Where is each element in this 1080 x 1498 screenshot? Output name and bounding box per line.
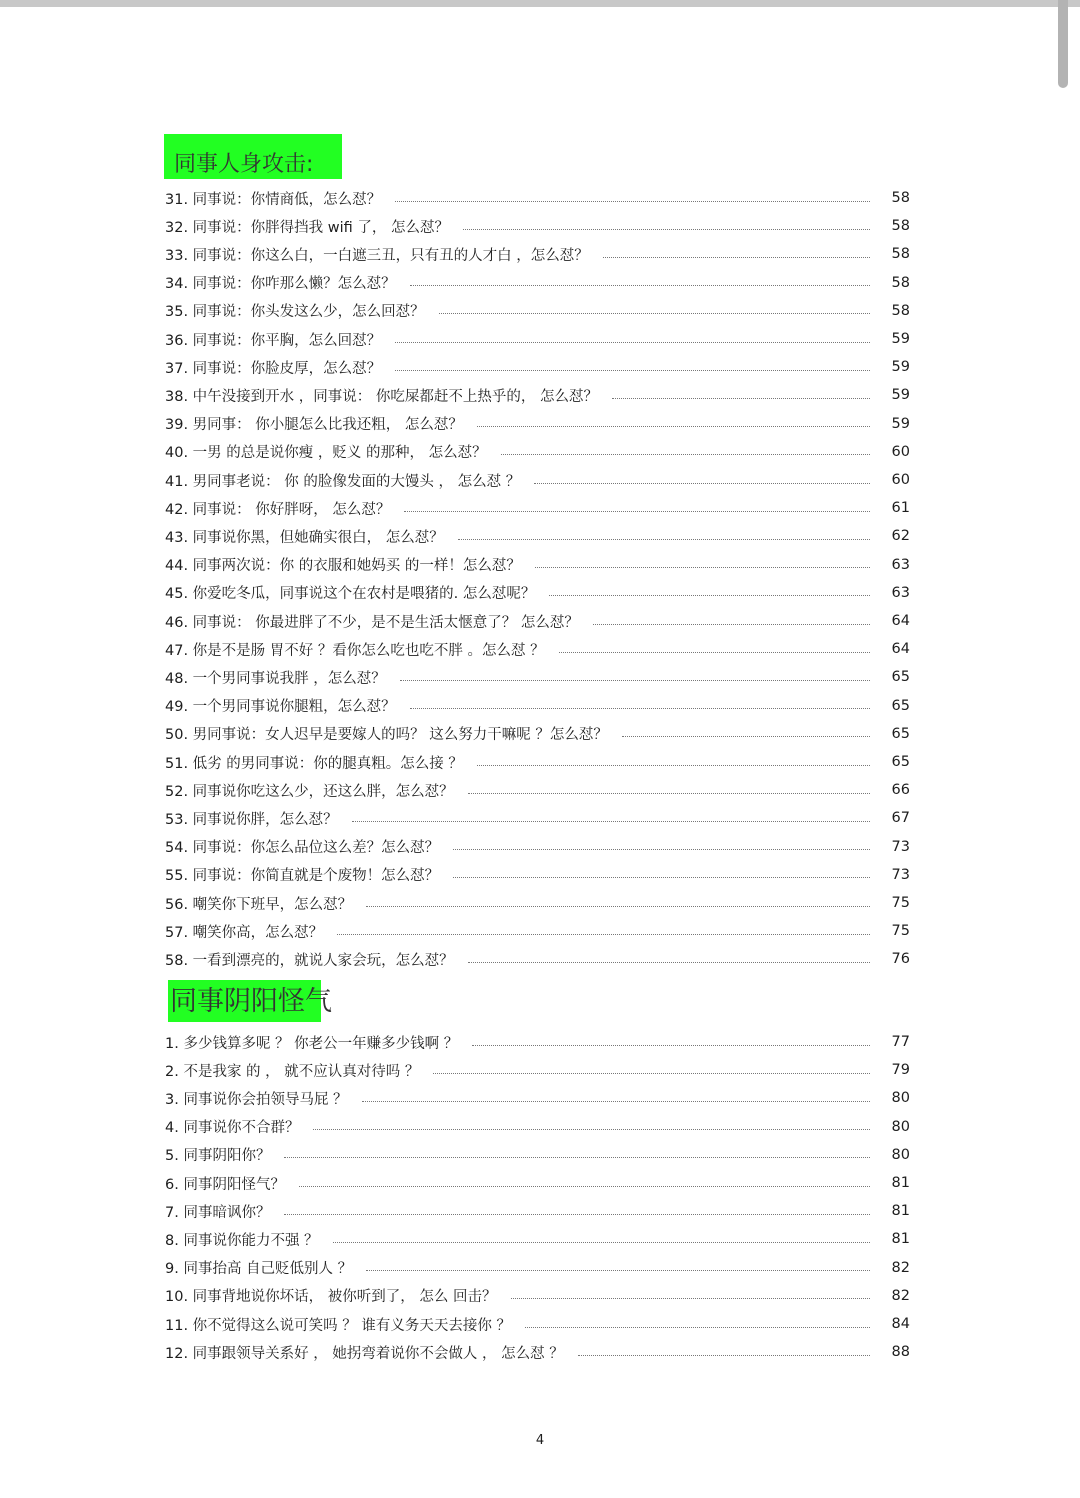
dot-leader: [395, 201, 870, 202]
toc-entry[interactable]: [165, 722, 910, 746]
toc-entry[interactable]: [165, 637, 910, 661]
toc-entry[interactable]: [165, 299, 910, 323]
toc-entry-title: 12. 同事跟领导关系好 ， 她拐弯着说你不会做人 ， 怎么怼 ？: [165, 1345, 564, 1362]
toc-entry-title: 10. 同事背地说你坏话， 被你听到了， 怎么 回击？: [165, 1289, 497, 1306]
toc-entry-title: 56. 嘲笑你下班早，怎么怼？: [165, 896, 353, 913]
toc-entry-page: 81: [891, 1203, 910, 1220]
toc-entry-page: 88: [891, 1344, 910, 1361]
toc-entry-page: 73: [891, 838, 910, 855]
toc-entry[interactable]: [165, 806, 910, 830]
dot-leader: [337, 934, 870, 935]
toc-entry-title: 54. 同事说：你怎么品位这么差？怎么怼？: [165, 840, 440, 857]
toc-entry-title: 39. 男同事： 你小腿怎么比我还粗， 怎么怼？: [165, 417, 463, 434]
dot-leader: [404, 511, 870, 512]
dot-leader: [313, 1129, 870, 1130]
dot-leader: [463, 229, 870, 230]
dot-leader: [362, 1101, 870, 1102]
toc-entry-page: 75: [891, 895, 910, 911]
dot-leader: [439, 313, 870, 314]
dot-leader: [477, 765, 870, 766]
toc-entry-title: 41. 男同事老说： 你 的脸像发面的大馒头 ， 怎么怼 ？: [165, 473, 521, 490]
toc-entry[interactable]: [165, 609, 910, 633]
toc-entry-title: 49. 一个男同事说你腿粗，怎么怼？: [165, 699, 396, 716]
toc-entry-title: 52. 同事说你吃这么少，还这么胖，怎么怼？: [165, 783, 454, 800]
toc-entry-title: 48. 一个男同事说我胖 ，怎么怼？: [165, 670, 386, 687]
toc-entry-page: 65: [891, 697, 910, 714]
toc-entry-page: 65: [891, 669, 910, 686]
toc-entry[interactable]: [165, 553, 910, 577]
toc-entry[interactable]: [165, 524, 910, 548]
dot-leader: [534, 483, 870, 484]
dot-leader: [395, 342, 870, 343]
toc-entry-title: 57. 嘲笑你高，怎么怼？: [165, 924, 324, 941]
toc-entry-title: 34. 同事说：你咋那么懒？怎么怼？: [165, 276, 396, 293]
toc-entry-page: 58: [891, 274, 910, 291]
toc-entry[interactable]: [165, 1143, 910, 1167]
toc-entry-title: 11. 你不觉得这么说可笑吗 ？ 谁有义务天天去接你 ？: [165, 1317, 511, 1334]
dot-leader: [366, 1270, 870, 1271]
toc-entry[interactable]: [165, 271, 910, 295]
toc-entry[interactable]: [165, 1256, 910, 1280]
toc-entry-title: 51. 低劣 的男同事说：你的腿真粗。怎么接 ？: [165, 755, 463, 772]
scrollbar-thumb[interactable]: [1058, 0, 1068, 88]
toc-entry-page: 80: [891, 1146, 910, 1163]
toc-entry-title: 2. 不是我家 的 ， 就不应认真对待吗 ？: [165, 1063, 420, 1080]
dot-leader: [458, 539, 870, 540]
toc-entry-page: 58: [891, 190, 910, 206]
toc-entry-title: 5. 同事阴阳你？: [165, 1148, 271, 1165]
dot-leader: [578, 1355, 870, 1356]
toc-entry-page: 63: [891, 584, 910, 601]
toc-entry[interactable]: [165, 1115, 910, 1139]
toc-entry-page: 59: [891, 359, 910, 376]
toc-entry-title: 33. 同事说：你这么白，一白遮三丑，只有丑的人才白 ，怎么怼？: [165, 247, 589, 264]
toc-entry-title: 38. 中午没接到开水 ，同事说： 你吃屎都赶不上热乎的， 怎么怼？: [165, 388, 598, 405]
toc-entry-page: 64: [891, 641, 910, 658]
dot-leader: [352, 821, 870, 822]
toc-entry[interactable]: [165, 891, 910, 915]
toc-entry-page: 79: [891, 1062, 910, 1079]
toc-entry-title: 50. 男同事说：女人迟早是要嫁人的吗？ 这么努力干嘛呢 ？怎么怼？: [165, 727, 608, 744]
toc-entry-page: 65: [891, 754, 910, 770]
toc-entry-page: 65: [891, 725, 910, 742]
dot-leader: [468, 962, 870, 963]
toc-entry[interactable]: [165, 947, 910, 971]
toc-entry-page: 59: [891, 387, 910, 404]
toc-entry-page: 58: [891, 302, 910, 319]
dot-leader: [395, 370, 870, 371]
toc-entry-page: 62: [891, 528, 910, 545]
toc-entry-page: 59: [891, 415, 910, 432]
toc-entry-page: 75: [891, 923, 910, 940]
toc-entry-page: 81: [891, 1231, 910, 1248]
dot-leader: [593, 624, 870, 625]
dot-leader: [525, 1327, 870, 1328]
toc-entry-page: 66: [891, 782, 910, 799]
toc-entry[interactable]: [165, 863, 910, 887]
toc-entry-title: 35. 同事说：你头发这么少，怎么回怼？: [165, 304, 425, 321]
toc-entry[interactable]: [165, 242, 910, 266]
toc-entry-page: 63: [891, 556, 910, 573]
dot-leader: [410, 285, 870, 286]
toc-entry-page: 82: [891, 1287, 910, 1304]
dot-leader: [410, 708, 870, 709]
toc-entry[interactable]: [165, 1086, 910, 1110]
dot-leader: [453, 849, 870, 850]
toc-entry[interactable]: [165, 581, 910, 605]
toc-entry[interactable]: [165, 1340, 910, 1364]
toc-entry-title: 4. 同事说你不合群？: [165, 1120, 300, 1137]
dot-leader: [400, 680, 870, 681]
toc-entry-title: 46. 同事说： 你最进胖了不少，是不是生活太惬意了？ 怎么怼？: [165, 614, 579, 631]
dot-leader: [549, 595, 870, 596]
toc-entry-title: 1. 多少钱算多呢 ？ 你老公一年赚多少钱啊 ？: [165, 1035, 459, 1052]
toc-entry-page: 58: [891, 218, 910, 235]
toc-entry-page: 81: [891, 1175, 910, 1191]
toc-entry-page: 61: [891, 500, 910, 517]
toc-entry-page: 76: [891, 951, 910, 968]
toc-entry[interactable]: [165, 412, 910, 436]
toc-entry-page: 59: [891, 331, 910, 347]
toc-entry[interactable]: [165, 214, 910, 238]
dot-leader: [433, 1073, 870, 1074]
dot-leader: [622, 736, 870, 737]
dot-leader: [559, 652, 870, 653]
toc-entry-title: 8. 同事说你能力不强 ？: [165, 1232, 319, 1249]
dot-leader: [535, 567, 870, 568]
toc-entry[interactable]: [165, 1199, 910, 1223]
dot-leader: [603, 257, 870, 258]
section-title-personal-attacks: 同事人身攻击:: [164, 134, 342, 179]
top-border: [0, 0, 1080, 7]
toc-entry-title: 58. 一看到漂亮的，就说人家会玩，怎么怼？: [165, 952, 454, 969]
toc-entry-page: 80: [891, 1090, 910, 1107]
toc-entry-title: 6. 同事阴阳怪气？: [165, 1176, 285, 1193]
dot-leader: [453, 877, 870, 878]
dot-leader: [284, 1214, 870, 1215]
toc-entry[interactable]: [165, 1030, 910, 1054]
dot-leader: [612, 398, 870, 399]
toc-entry[interactable]: [165, 468, 910, 492]
toc-entry[interactable]: [165, 665, 910, 689]
toc-entry[interactable]: [165, 186, 910, 210]
dot-leader: [477, 426, 870, 427]
toc-entry[interactable]: [165, 1227, 910, 1251]
toc-entry-page: 60: [891, 472, 910, 488]
dot-leader: [468, 793, 870, 794]
toc-entry-title: 7. 同事暗讽你？: [165, 1204, 271, 1221]
toc-entry[interactable]: [165, 1171, 910, 1195]
toc-entry[interactable]: [165, 835, 910, 859]
dot-leader: [511, 1298, 871, 1299]
toc-entry-title: 44. 同事两次说：你 的衣服和她妈买 的一样！怎么怼？: [165, 558, 521, 575]
toc-entry-title: 53. 同事说你胖，怎么怼？: [165, 811, 338, 828]
toc-entry-title: 31. 同事说：你情商低，怎么怼？: [165, 191, 382, 208]
toc-entry-page: 84: [891, 1316, 910, 1332]
toc-entry-title: 36. 同事说：你平胸，怎么回怼？: [165, 332, 382, 349]
toc-entry-title: 32. 同事说：你胖得挡我 wifi 了， 怎么怼？: [165, 219, 450, 236]
toc-entry[interactable]: [165, 440, 910, 464]
toc-entry-title: 47. 你是不是肠 胃不好 ？看你怎么吃也吃不胖 。怎么怼 ？: [165, 642, 545, 659]
toc-entry[interactable]: [165, 383, 910, 407]
toc-entry-page: 67: [891, 810, 910, 827]
dot-leader: [501, 454, 870, 455]
toc-entry[interactable]: [165, 496, 910, 520]
toc-entry-title: 40. 一男 的总是说你瘦 ，贬义 的那种， 怎么怼？: [165, 445, 487, 462]
toc-entry-title: 9. 同事抬高 自己贬低别人 ？: [165, 1261, 353, 1278]
toc-entry-title: 42. 同事说： 你好胖呀， 怎么怼？: [165, 501, 391, 518]
toc-entry-title: 37. 同事说：你脸皮厚，怎么怼？: [165, 360, 382, 377]
dot-leader: [333, 1242, 870, 1243]
toc-entry-title: 45. 你爱吃冬瓜，同事说这个在农村是喂猪的. 怎么怼呢？: [165, 586, 536, 603]
toc-entry-page: 64: [891, 613, 910, 629]
toc-entry-title: 55. 同事说：你简直就是个废物！怎么怼？: [165, 868, 440, 885]
toc-entry-page: 80: [891, 1118, 910, 1135]
toc-entry-page: 58: [891, 246, 910, 263]
toc-entry[interactable]: [165, 919, 910, 943]
toc-entry-page: 60: [891, 443, 910, 460]
toc-entry-page: 73: [891, 866, 910, 883]
toc-entry[interactable]: [165, 694, 910, 718]
toc-entry-page: 77: [891, 1034, 910, 1050]
toc-entry[interactable]: [165, 327, 910, 351]
dot-leader: [366, 906, 870, 907]
toc-entry-page: 82: [891, 1259, 910, 1276]
toc-entry[interactable]: [165, 355, 910, 379]
toc-entry[interactable]: [165, 778, 910, 802]
toc-entry[interactable]: [165, 1312, 910, 1336]
page-number: 4: [535, 1433, 545, 1448]
dot-leader: [299, 1186, 870, 1187]
toc-entry[interactable]: [165, 750, 910, 774]
dot-leader: [472, 1045, 870, 1046]
toc-entry[interactable]: [165, 1284, 910, 1308]
dot-leader: [284, 1157, 870, 1158]
toc-entry-title: 3. 同事说你会拍领导马屁 ？: [165, 1091, 348, 1108]
section-title-sarcasm: 同事阴阳怪气: [168, 980, 321, 1022]
toc-entry[interactable]: [165, 1058, 910, 1082]
toc-entry-title: 43. 同事说你黑，但她确实很白， 怎么怼？: [165, 529, 444, 546]
